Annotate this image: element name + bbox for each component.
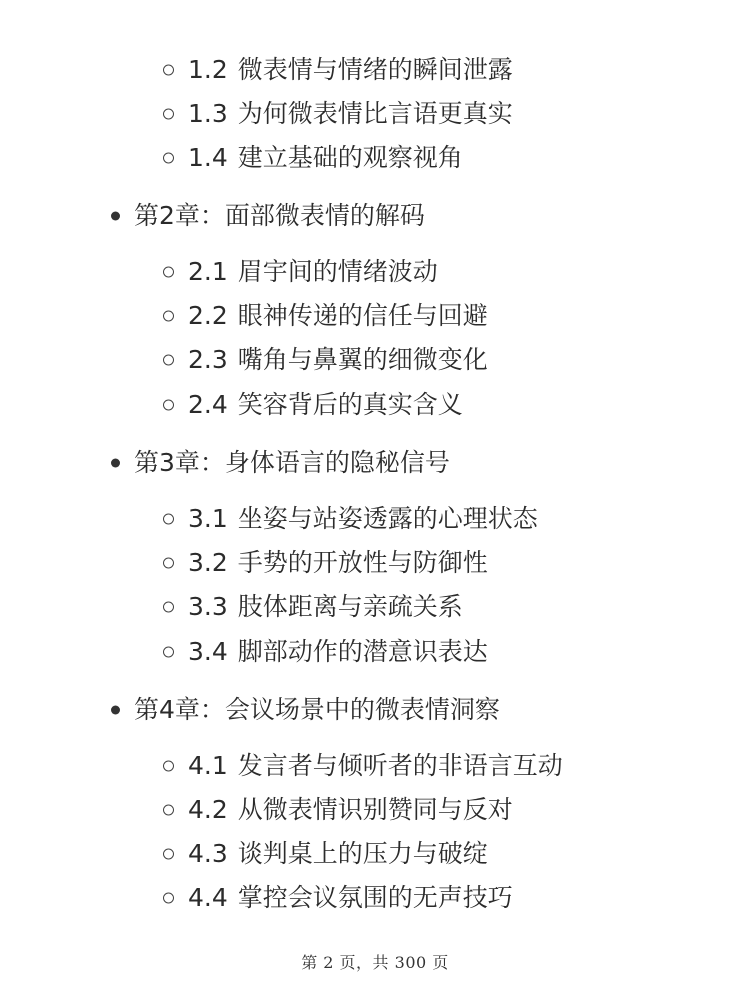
section-title: 笑容背后的真实含义 (237, 390, 463, 419)
hollow-bullet-icon (163, 602, 174, 613)
section-title: 手势的开放性与防御性 (237, 548, 488, 577)
section-number: 3.2 (188, 548, 228, 577)
hollow-bullet-icon (163, 893, 174, 904)
hollow-bullet-icon (163, 109, 174, 120)
toc-section-item (188, 632, 488, 672)
section-number: 2.4 (188, 390, 228, 419)
hollow-bullet-icon (163, 514, 174, 525)
section-title: 眉宇间的情绪波动 (237, 257, 438, 286)
chapter-title: 第2章：面部微表情的解码 (134, 201, 425, 230)
section-title: 微表情与情绪的瞬间泄露 (237, 55, 513, 84)
section-number: 3.3 (188, 592, 228, 621)
section-title: 建立基础的观察视角 (237, 143, 463, 172)
solid-bullet-icon (111, 212, 120, 221)
section-number: 4.3 (188, 839, 228, 868)
section-title: 从微表情识别赞同与反对 (237, 795, 513, 824)
section-number: 2.2 (188, 301, 228, 330)
section-number: 2.1 (188, 257, 228, 286)
hollow-bullet-icon (163, 153, 174, 164)
toc-section-item (188, 790, 513, 830)
toc-section-item (188, 50, 513, 90)
hollow-bullet-icon (163, 355, 174, 366)
toc-section-item (188, 252, 438, 292)
section-number: 3.4 (188, 637, 228, 666)
toc-section-item (188, 834, 488, 874)
section-title: 眼神传递的信任与回避 (237, 301, 488, 330)
toc-section-item (188, 340, 488, 380)
solid-bullet-icon (111, 459, 120, 468)
toc-section-item (188, 878, 513, 918)
hollow-bullet-icon (163, 647, 174, 658)
hollow-bullet-icon (163, 558, 174, 569)
toc-section-item (188, 499, 538, 539)
section-title: 为何微表情比言语更真实 (237, 99, 513, 128)
page-number-footer: 第 2 页，共 300 页 (301, 953, 449, 972)
section-title: 谈判桌上的压力与破绽 (237, 839, 488, 868)
toc-section-item (188, 138, 463, 178)
section-number: 4.2 (188, 795, 228, 824)
hollow-bullet-icon (163, 805, 174, 816)
toc-chapter-item (134, 196, 425, 236)
section-title: 脚部动作的潜意识表达 (237, 637, 488, 666)
chapter-title: 第4章：会议场景中的微表情洞察 (134, 695, 500, 724)
section-number: 1.2 (188, 55, 228, 84)
section-number: 4.4 (188, 883, 228, 912)
solid-bullet-icon (111, 706, 120, 715)
hollow-bullet-icon (163, 400, 174, 411)
hollow-bullet-icon (163, 311, 174, 322)
section-number: 2.3 (188, 345, 228, 374)
toc-section-item (188, 94, 513, 134)
hollow-bullet-icon (163, 849, 174, 860)
section-number: 1.3 (188, 99, 228, 128)
hollow-bullet-icon (163, 761, 174, 772)
section-title: 掌控会议氛围的无声技巧 (237, 883, 513, 912)
toc-section-item (188, 543, 488, 583)
chapter-title: 第3章：身体语言的隐秘信号 (134, 448, 450, 477)
hollow-bullet-icon (163, 65, 174, 76)
section-number: 3.1 (188, 504, 228, 533)
toc-section-item (188, 296, 488, 336)
section-title: 嘴角与鼻翼的细微变化 (237, 345, 488, 374)
toc-section-item (188, 587, 463, 627)
section-title: 肢体距离与亲疏关系 (237, 592, 463, 621)
hollow-bullet-icon (163, 267, 174, 278)
section-title: 坐姿与站姿透露的心理状态 (237, 504, 538, 533)
section-title: 发言者与倾听者的非语言互动 (237, 751, 563, 780)
toc-chapter-item (134, 443, 450, 483)
toc-section-item (188, 746, 563, 786)
toc-section-item (188, 385, 463, 425)
toc-chapter-item (134, 690, 500, 730)
section-number: 1.4 (188, 143, 228, 172)
section-number: 4.1 (188, 751, 228, 780)
